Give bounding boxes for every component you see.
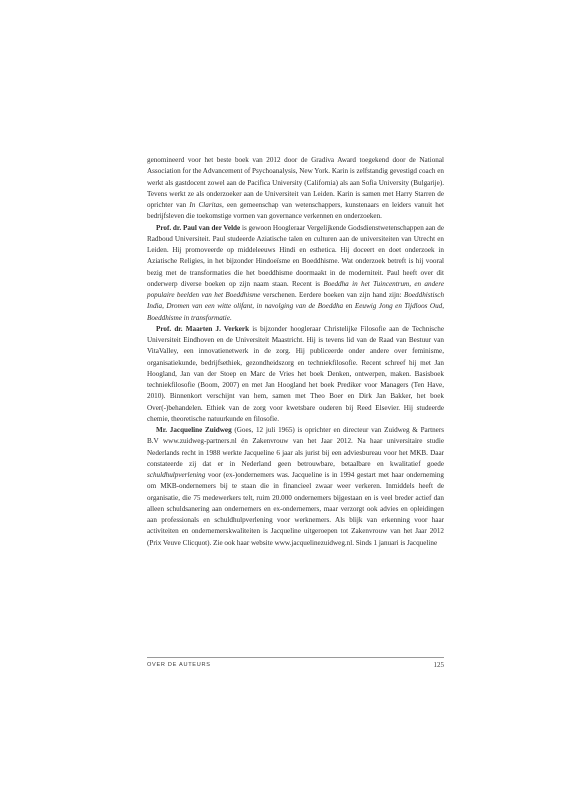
title-italic: schuldhulpverlening xyxy=(147,471,206,479)
paragraph-text: voor (ex-)ondernemers was. Jacqueline is in 1994 gestart met haar onderneming om MKB-ondernemers bij te staan die in financieel zwaar weer verkeren. Inmiddels heeft de organisatie, die 75 medewerkers telt, ruim 20.000 ondernemers bijgestaan en is veel breder actief dan alleen schuldsanering aan ondernemers en ex-ondernemers, maar verzorgt ook advies en opleidingen aan professionals en schuldhulpverlening voor werknemers. Als blijk van erkenning voor haar activiteiten en ondernemerskwaliteiten is Jacqueline uitgeroepen tot Zakenvrouw van het Jaar 2012 (Prix Veuve Clicquot). Zie ook haar website www.jacquelinezuidweg.nl. Sinds 1 januari is Jacqueline xyxy=(147,471,444,547)
author-name: Prof. dr. Paul van der Velde xyxy=(156,223,241,232)
biography-paragraph xyxy=(147,155,444,223)
title-italic: Boeddhistisch India, Dromen van een witte olifant, in navolging van de Boeddha xyxy=(147,291,445,311)
paragraph-text: . xyxy=(229,313,232,322)
author-name: Prof. dr. Maarten J. Verkerk xyxy=(156,324,250,333)
paragraph-text: genomineerd voor het beste boek van 2012 door de Gradiva Award toegekend door de National Association for the Advancement of Psychoanalysis, New York. Karin is zelfstandig gevestigd coach en werkt als gastdocent zowel aan de Pacifica University (California) als aan Sofia University (Bulgarije). Tevens werkt ze als onderzoeker aan de Universiteit van Leiden. Karin is samen met Harry Starren de oprichter van xyxy=(147,156,444,209)
page-number: 125 xyxy=(433,661,444,669)
paragraph-text: , een gemeenschap van wetenschappers, kunstenaars en leiders vanuit het bedrijfsleven die toekomstige vormen van governance verkennen en onderzoeken. xyxy=(147,201,444,221)
author-name: Mr. Jacqueline Zuidweg xyxy=(156,426,232,434)
paragraph-text: en xyxy=(343,302,355,311)
paragraph-text: is gewoon Hoogleraar Vergelijkende Godsdienstwetenschappen aan de Radboud Universiteit. Paul studeerde Aziatische talen en culturen aan de universiteiten van Utrecht en Leiden. Hij promoveerde op middeleeuws Hindi en esthetica. Hij doceert en doet onderzoek in Aziatische Religies, in het bijzonder Hindoeïsme en Boeddhisme. Wat onderzoek betreft is hij vooral bezig met de transformaties die het boeddhisme doormaakt in de moderniteit. Paul heeft over dit onderwerp diverse boeken op zijn naam staan. Recent is xyxy=(147,223,444,288)
running-footer-section-title: OVER DE AUTEURS xyxy=(147,662,211,668)
page-footer xyxy=(147,657,444,669)
paragraph-text: verschenen. Eerdere boeken van zijn hand zijn: xyxy=(260,291,404,299)
biography-paragraph xyxy=(147,223,444,324)
paragraph-text: (Goes, 12 juli 1965) is oprichter en directeur van Zuidweg & Partners B.V www.zuidweg-partners.nl én Zakenvrouw van het Jaar 2012. Na haar universitaire studie Nederlands recht in 1988 werkte Jacqueline 6 jaar als jurist bij een adviesbureau voor het MKB. Daar constateerde zij dat er in Nederland geen betrouwbare, betaalbare en kwalitatief goede xyxy=(147,426,444,468)
title-italic: Eeuwig Jong en Tijdloos Oud, Boeddhisme in transformatie xyxy=(147,302,445,322)
title-italic: In Claritas xyxy=(189,201,222,209)
biography-paragraph xyxy=(147,324,444,425)
title-italic: Boeddha in het Tuincentrum, en andere populaire beelden van het Boeddhisme xyxy=(147,279,444,299)
biography-paragraph xyxy=(147,425,444,549)
author-biographies-text xyxy=(147,155,444,549)
paragraph-text: is bijzonder hoogleraar Christelijke Filosofie aan de Technische Universiteit Eindhoven en de Universiteit Maastricht. Hij is tevens lid van de Raad van Bestuur van VitaValley, een innovatienetwerk in de zorg. Hij publiceerde onder andere over feminisme, organisatiekunde, bedrijfsethiek, gezondheidszorg en techniekfilosofie. Recent schreef hij met Jan Hoogland, Jan van der Stoep en Marc de Vries het boek Denken, ontwerpen, maken. Basisboek techniekfilosofie (Boom, 2007) en met Jan Hoogland het boek Prediker voor Managers (Ten Have, 2010). Binnenkort verschijnt van hem, samen met Theo Boer en Dirk Jan Bakker, het boek Over(-)behandelen. Ethiek van de zorg voor kwetsbare ouderen bij Reed Elsevier. Hij studeerde chemie, theoretische natuurkunde en filosofie. xyxy=(147,324,444,423)
